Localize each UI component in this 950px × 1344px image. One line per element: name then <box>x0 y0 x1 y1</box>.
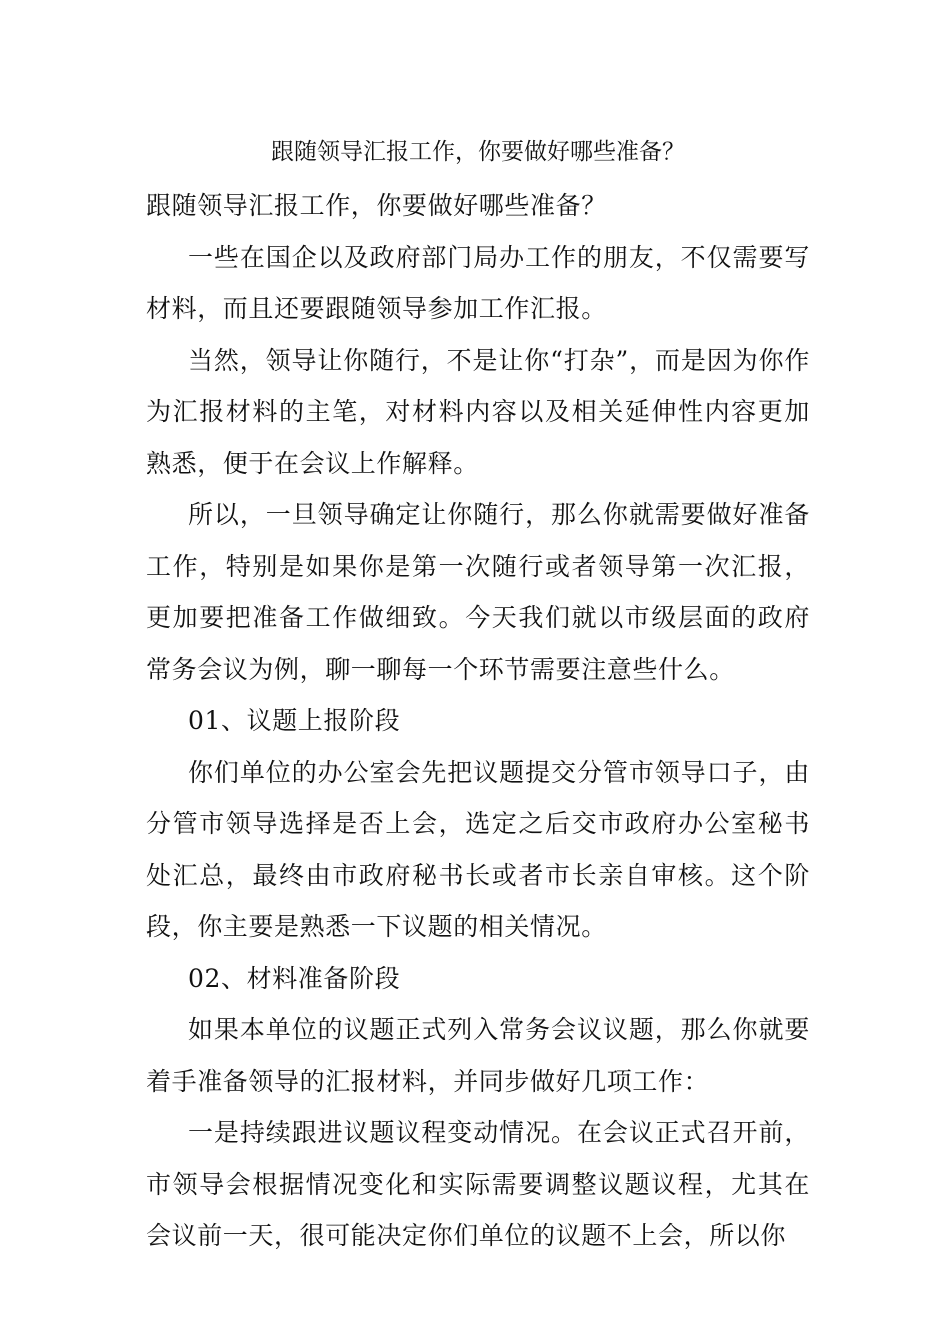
document-title: 跟随领导汇报工作，你要做好哪些准备？ <box>271 139 685 165</box>
paragraph: 一是持续跟进议题议程变动情况。在会议正式召开前，市领导会根据情况变化和实际需要调整议题议程，尤其在会议前一天，很可能决定你们单位的议题不上会，所以你 <box>146 1118 810 1250</box>
paragraph: 当然，领导让你随行，不是让你“打杂”，而是因为你作为汇报材料的主笔，对材料内容以及相关延伸性内容更加熟悉，便于在会议上作解释。 <box>146 345 810 478</box>
paragraph: 所以，一旦领导确定让你随行，那么你就需要做好准备工作，特别是如果你是第一次随行或者领导第一次汇报，更加要把准备工作做细致。今天我们就以市级层面的政府常务会议为例，聊一聊每一个环节需要注意些什么。 <box>146 500 810 684</box>
paragraph: 一些在国企以及政府部门局办工作的朋友，不仅需要写材料，而且还要跟随领导参加工作汇报。 <box>146 242 810 323</box>
paragraph: 你们单位的办公室会先把议题提交分管市领导口子，由分管市领导选择是否上会，选定之后交市政府办公室秘书处汇总，最终由市政府秘书长或者市长亲自审核。这个阶段，你主要是熟悉一下议题的相关情况。 <box>146 757 810 941</box>
section-heading: 01、议题上报阶段 <box>188 706 401 735</box>
subtitle-paragraph: 跟随领导汇报工作，你要做好哪些准备？ <box>146 191 607 220</box>
paragraph: 如果本单位的议题正式列入常务会议议题，那么你就要着手准备领导的汇报材料，并同步做好几项工作： <box>146 1015 810 1096</box>
document-body <box>146 180 810 1262</box>
section-heading: 02、材料准备阶段 <box>188 963 401 993</box>
